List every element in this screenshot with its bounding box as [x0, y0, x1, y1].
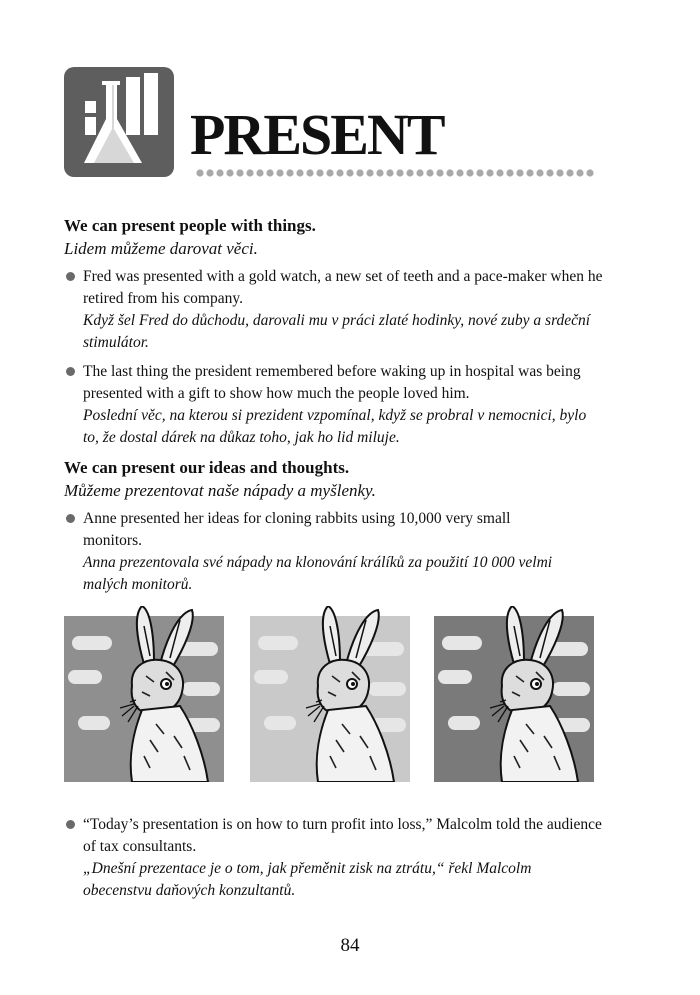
page-title: PRESENT — [190, 102, 444, 167]
example-cz: Když šel Fred do důchodu, darovali mu v práci zlaté hodinky, nové zuby a srdeční stimulátor. — [83, 312, 591, 351]
example-en: Fred was presented with a gold watch, a new set of teeth and a pace-maker when he retired from his company. — [83, 268, 603, 307]
rabbit-illustration — [64, 606, 594, 782]
flask-icon — [64, 67, 174, 177]
example-item — [64, 361, 604, 449]
dotted-divider — [196, 168, 596, 178]
rabbit-panel — [250, 606, 410, 782]
section-heading-cz: Lidem můžeme darovat věci. — [64, 239, 258, 258]
example-en: “Today’s presentation is on how to turn profit into loss,” Malcolm told the audience of tax consultants. — [83, 816, 602, 855]
bullet-icon — [66, 367, 75, 376]
bullet-icon — [66, 272, 75, 281]
rabbit-panel — [434, 606, 594, 782]
example-en: Anne presented her ideas for cloning rabbits using 10,000 very small monitors. — [83, 510, 511, 549]
page-number: 84 — [340, 935, 360, 956]
rabbit-panel — [64, 606, 224, 782]
section-heading-en: We can present people with things. — [64, 216, 316, 235]
example-en: The last thing the president remembered before waking up in hospital was being presented with a gift to show how much the people loved him. — [83, 363, 581, 402]
example-item — [64, 814, 604, 902]
section-heading — [64, 456, 376, 502]
bullet-icon — [66, 820, 75, 829]
example-cz: „Dnešní prezentace je o tom, jak přeměnit zisk na ztrátu,“ řekl Malcolm obecenstvu daňových konzultantů. — [83, 860, 532, 899]
section-heading-en: We can present our ideas and thoughts. — [64, 458, 350, 477]
example-item — [64, 266, 604, 354]
example-cz: Anna prezentovala své nápady na klonování králíků za použití 10 000 velmi malých monitorů. — [83, 554, 553, 593]
example-cz: Poslední věc, na kterou si prezident vzpomínal, když se probral v nemocnici, bylo to, že dostal dárek na důkaz toho, jak ho lid miluje. — [83, 407, 587, 446]
section-heading — [64, 214, 316, 260]
section-heading-cz: Můžeme prezentovat naše nápady a myšlenky. — [64, 481, 376, 500]
bullet-icon — [66, 514, 75, 523]
example-item — [64, 508, 604, 596]
